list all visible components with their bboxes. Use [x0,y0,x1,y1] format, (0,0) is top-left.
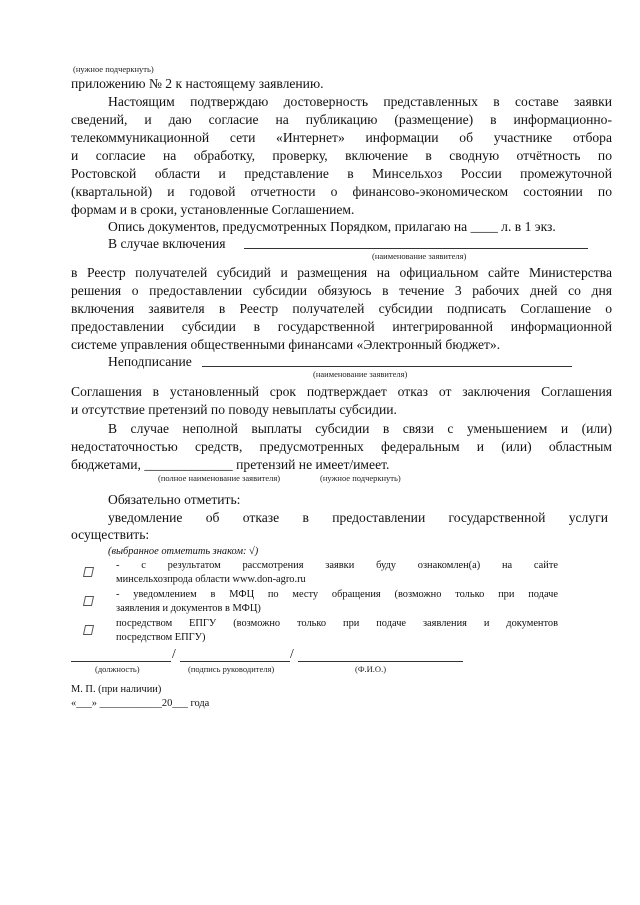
underline-note-top: (нужное подчеркнуть) [73,64,154,74]
text-line-appendix: приложению № 2 к настоящему заявлению. [71,76,324,91]
position-caption: (должность) [95,664,140,674]
option-website-text-2: минсельхозпрода области www.don-agro.ru [116,574,306,585]
paragraph-1-line-5: Ростовской области и представление в Минсельхоз России промежуточной [71,166,612,181]
notice-line-2: осуществить: [71,527,150,542]
paragraph-2-line-3: включения заявителя в Реестр получателей субсидии подписать Соглашение о [71,301,612,316]
inclusion-label: В случае включения [108,236,226,251]
mandatory-mark-heading: Обязательно отметить: [108,492,241,507]
signature-separator-2: / [290,646,294,661]
checkmark-instruction: (выбранное отметить знаком: √) [108,546,259,557]
notice-line: уведомление об отказе в предоставлении государственной услуги [108,510,608,525]
paragraph-2-line-2: решения о предоставлении субсидии обязуюсь в течение 3 рабочих дней со дня [71,283,612,298]
option-epgu-text-2: посредством ЕПГУ) [116,632,206,643]
paragraph-1-line-3: телекоммуникационной сети «Интернет» информации об участнике отбора [71,130,612,145]
paragraph-1-line-1: Настоящим подтверждаю достоверность представленных в составе заявки [108,94,612,109]
date-line: «___» ____________20___ года [71,698,210,709]
paragraph-2-line-5: системе управления общественными финансами «Электронный бюджет». [71,337,501,352]
option-epgu-checkbox[interactable] [83,625,94,635]
underline-note-bottom: (нужное подчеркнуть) [320,473,401,483]
nonsigning-label: Неподписание [108,354,192,369]
position-signature-line [71,661,171,662]
applicant-name-line-1 [244,248,588,249]
paragraph-4-line-3: бюджетами, _____________ претензий не имеет/имеет. [71,457,390,472]
option-epgu-text-1: посредством ЕПГУ (возможно только при подаче заявления и документов [116,618,558,629]
manager-signature-line [180,661,290,662]
paragraph-3-line-1: Соглашения в установленный срок подтверждает отказ от заключения Соглашения [71,384,612,399]
option-mfc-checkbox[interactable] [83,596,94,606]
paragraph-4-line-1: В случае неполной выплаты субсидии в связи с уменьшением и (или) [108,421,612,436]
option-mfc-text-1: - уведомлением в МФЦ по месту обращения (возможно только при подаче [116,589,558,600]
paragraph-1-line-7: формам и в сроки, установленные Соглашением. [71,202,355,217]
paragraph-2-line-4: предоставлении субсидии в государственной интегрированной информационной [71,319,612,334]
full-applicant-name-caption: (полное наименование заявителя) [158,473,281,483]
paragraph-2-line-1: в Реестр получателей субсидий и размещения на официальном сайте Министерства [71,265,612,280]
option-website-checkbox[interactable] [83,567,94,577]
paragraph-1-line-4: и согласие на обработку, проверку, включение в сводную отчётность по [71,148,612,163]
full-name-caption: (Ф.И.О.) [355,664,387,674]
manager-signature-caption: (подпись руководителя) [188,664,275,674]
applicant-name-caption-2: (наименование заявителя) [313,369,408,379]
paragraph-3-line-2: и отсутствие претензий по поводу невыплаты субсидии. [71,402,397,417]
full-name-signature-line [298,661,463,662]
paragraph-4-line-2: недостаточностью средств, предусмотренных федеральным и (или) областным [71,439,612,454]
signature-separator-1: / [172,646,176,661]
inventory-line: Опись документов, предусмотренных Порядком, прилагаю на ____ л. в 1 экз. [108,219,556,234]
paragraph-1-line-6: (квартальной) и годовой отчетности о финансово-экономическом состоянии по [71,184,612,199]
applicant-name-caption-1: (наименование заявителя) [372,251,467,261]
option-mfc-text-2: заявления и документов в МФЦ) [116,603,261,614]
paragraph-1-line-2: сведений, и даю согласие на публикацию (размещение) в информационно- [71,112,612,127]
option-website-text-1: - с результатом рассмотрения заявки буду ознакомлен(а) на сайте [116,560,558,571]
applicant-name-line-2 [202,366,572,367]
seal-note: М. П. (при наличии) [71,684,162,695]
